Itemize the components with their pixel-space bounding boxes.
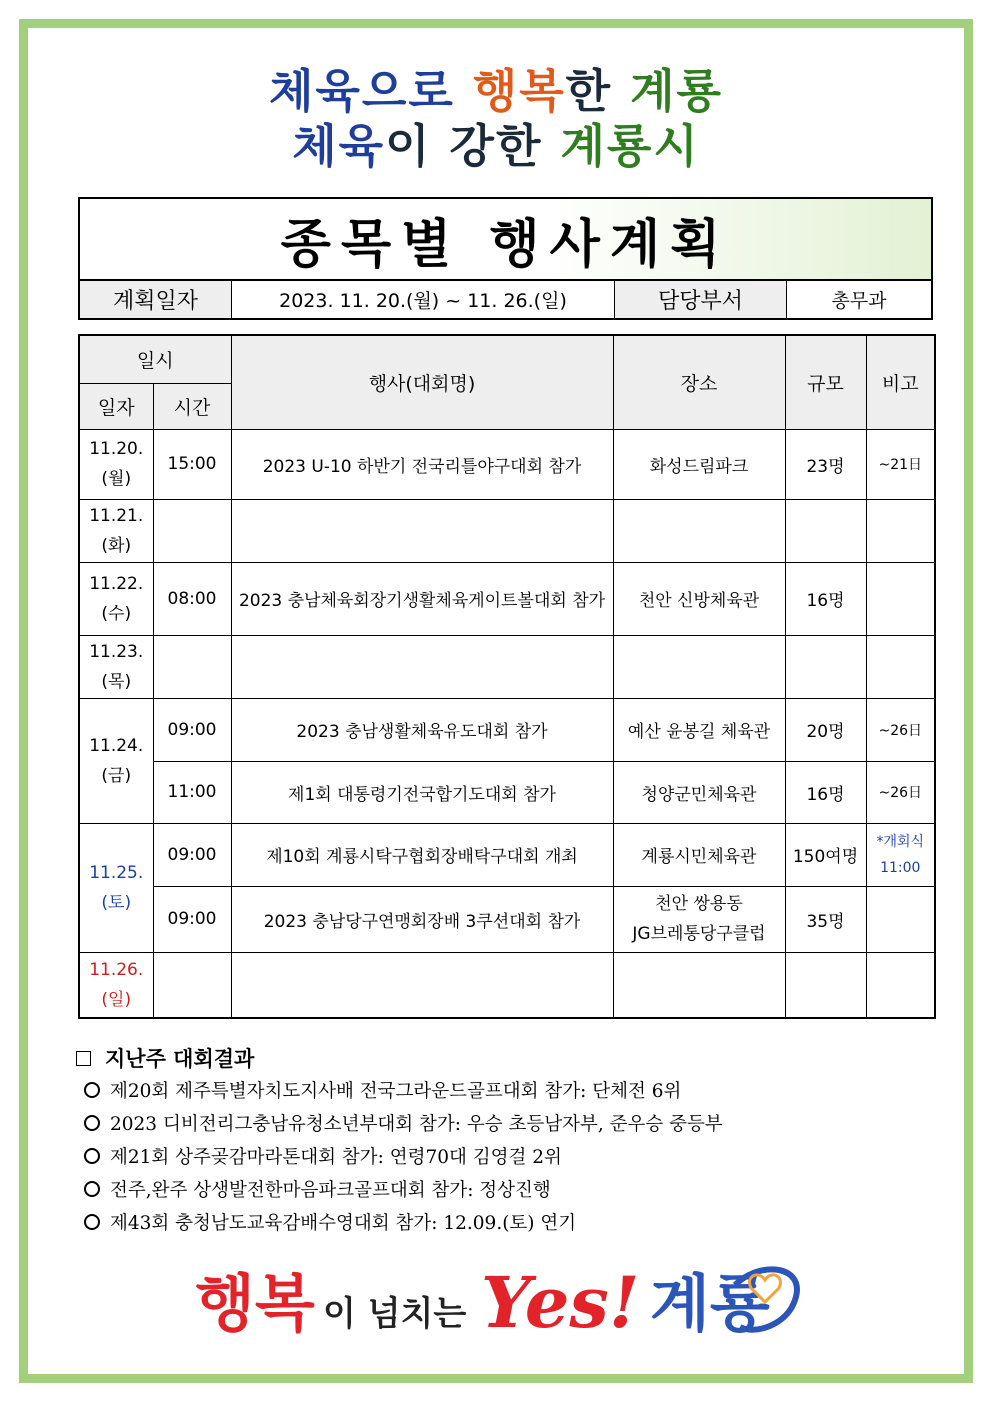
scale-cell	[785, 952, 866, 1018]
date-cell-sunday: 11.26. (일)	[79, 952, 153, 1018]
event-cell: 2023 충남당구연맹회장배 3쿠션대회 참가	[231, 886, 613, 952]
scale-cell: 150여명	[785, 823, 866, 886]
slogan-word-city: 계룡	[630, 64, 723, 118]
slogan-word-highlight: 행복	[472, 64, 566, 118]
table-row	[79, 823, 935, 886]
date-cell: 11.23. (목)	[79, 635, 153, 698]
table-row	[79, 499, 935, 562]
scale-cell: 16명	[785, 761, 866, 823]
slogan-word: 한	[565, 64, 613, 118]
checkbox-square-icon	[76, 1051, 91, 1066]
scale-cell: 35명	[785, 886, 866, 952]
date-cell: 11.21. (화)	[79, 499, 153, 562]
event-cell: 2023 충남생활체육유도대회 참가	[231, 698, 613, 761]
place-cell: 천안 쌍용동 JG브레통당구클럽	[613, 886, 785, 952]
time-cell: 09:00	[153, 823, 231, 886]
scale-cell: 20명	[785, 698, 866, 761]
place-cell: 계룡시민체육관	[613, 823, 785, 886]
event-cell	[231, 499, 613, 562]
logo-text-gyeryong: 계룡	[650, 1267, 770, 1340]
table-row	[79, 698, 935, 761]
date-cell-saturday: 11.25. (토)	[79, 823, 153, 952]
document-title: 종목별 행사계획	[80, 199, 931, 281]
time-cell: 09:00	[153, 698, 231, 761]
result-item: 제21회 상주곶감마라톤대회 참가: 연령70대 김영걸 2위	[74, 1139, 954, 1172]
event-cell	[231, 952, 613, 1018]
scale-cell	[785, 499, 866, 562]
plan-date-value: 2023. 11. 20.(월) ~ 11. 26.(일)	[232, 281, 615, 318]
place-cell: 천안 신방체육관	[613, 562, 785, 635]
dept-value: 총무과	[831, 290, 887, 312]
result-item: 2023 디비전리그충남유청소년부대회 참가: 우승 초등남자부, 준우승 중등부	[74, 1106, 954, 1139]
col-schedule: 일시	[79, 335, 231, 383]
time-cell	[153, 635, 231, 698]
col-time: 시간	[153, 383, 231, 429]
note-cell: *개회식 11:00	[866, 823, 935, 886]
note-cell: ~26日	[866, 761, 935, 823]
result-item: 제20회 제주특별자치도지사배 전국그라운드골프대회 참가: 단체전 6위	[74, 1073, 954, 1106]
plan-info-row	[80, 281, 931, 318]
event-cell: 2023 충남체육회장기생활체육게이트볼대회 참가	[231, 562, 613, 635]
dept-label: 담당부서	[615, 281, 787, 318]
table-row	[79, 429, 935, 499]
place-cell: 예산 윤봉길 체육관	[613, 698, 785, 761]
circle-bullet-icon	[84, 1082, 100, 1098]
slogan-word-city: 계룡시	[560, 119, 700, 173]
table-row	[79, 635, 935, 698]
logo-text-happiness: 행복	[195, 1267, 315, 1340]
place-cell	[613, 952, 785, 1018]
time-cell	[153, 952, 231, 1018]
slogan-line-2	[0, 110, 992, 176]
place-cell: 청양군민체육관	[613, 761, 785, 823]
results-section	[74, 1043, 954, 1238]
date-cell: 11.22. (수)	[79, 562, 153, 635]
slogan-word: 체육으로	[269, 64, 455, 118]
event-cell: 제10회 계룡시탁구협회장배탁구대회 개최	[231, 823, 613, 886]
time-cell: 11:00	[153, 761, 231, 823]
note-cell	[866, 952, 935, 1018]
date-cell: 11.20. (월)	[79, 429, 153, 499]
event-cell: 2023 U-10 하반기 전국리틀야구대회 참가	[231, 429, 613, 499]
logo-text-overflowing: 이 넘치는	[323, 1294, 467, 1334]
place-cell	[613, 635, 785, 698]
col-place: 장소	[613, 335, 785, 429]
time-cell: 15:00	[153, 429, 231, 499]
note-cell	[866, 499, 935, 562]
time-cell	[153, 499, 231, 562]
circle-bullet-icon	[84, 1148, 100, 1164]
place-cell	[613, 499, 785, 562]
event-cell	[231, 635, 613, 698]
time-cell: 08:00	[153, 562, 231, 635]
scale-cell	[785, 635, 866, 698]
table-row	[79, 952, 935, 1018]
col-note: 비고	[866, 335, 935, 429]
table-row	[79, 761, 935, 823]
gyeryong-yes-logo	[195, 1255, 815, 1350]
event-cell: 제1회 대통령기전국합기도대회 참가	[231, 761, 613, 823]
slogan-word: 체육	[292, 119, 386, 173]
plan-header	[78, 197, 933, 320]
circle-bullet-icon	[84, 1115, 100, 1131]
note-cell	[866, 562, 935, 635]
circle-bullet-icon	[84, 1214, 100, 1230]
results-title: 지난주 대회결과	[74, 1043, 954, 1073]
result-item: 전주,완주 상생발전한마음파크골프대회 참가: 정상진행	[74, 1172, 954, 1205]
logo-text-yes: Yes!	[481, 1261, 640, 1344]
plan-date-label: 계획일자	[80, 281, 232, 318]
circle-bullet-icon	[84, 1181, 100, 1197]
place-cell: 화성드림파크	[613, 429, 785, 499]
scale-cell: 16명	[785, 562, 866, 635]
col-date: 일자	[79, 383, 153, 429]
col-event: 행사(대회명)	[231, 335, 613, 429]
schedule-table	[78, 334, 936, 1019]
scale-cell: 23명	[785, 429, 866, 499]
table-row	[79, 562, 935, 635]
table-row	[79, 886, 935, 952]
result-item: 제43회 충청남도교육감배수영대회 참가: 12.09.(토) 연기	[74, 1205, 954, 1238]
date-cell: 11.24. (금)	[79, 698, 153, 823]
col-scale: 규모	[785, 335, 866, 429]
note-cell: ~26日	[866, 698, 935, 761]
slogan-word: 이 강한	[385, 119, 543, 173]
note-cell: ~21日	[866, 429, 935, 499]
note-cell	[866, 635, 935, 698]
note-cell	[866, 886, 935, 952]
time-cell: 09:00	[153, 886, 231, 952]
